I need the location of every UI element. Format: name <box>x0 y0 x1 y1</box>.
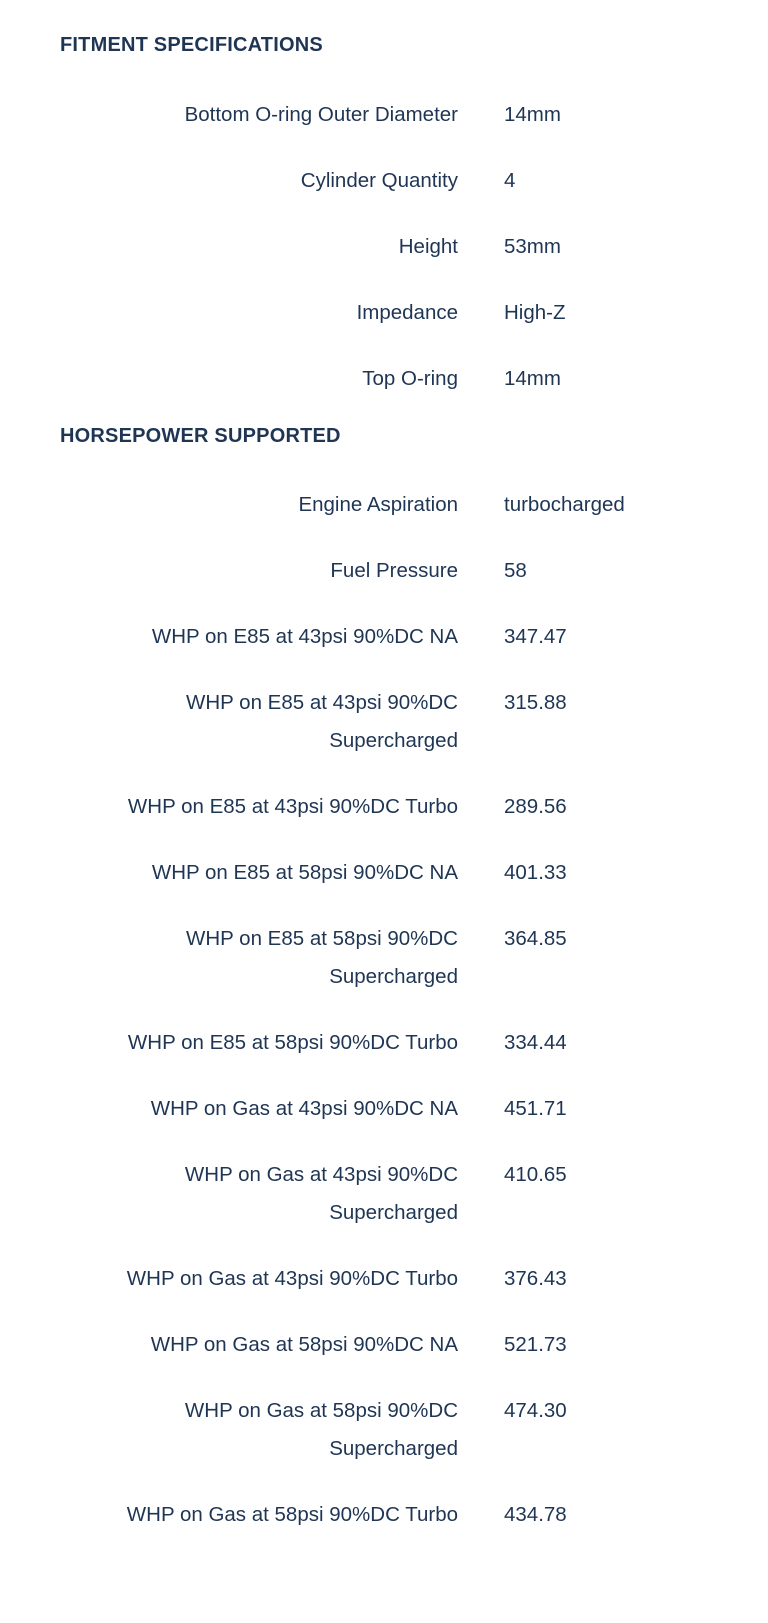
spec-label: WHP on E85 at 58psi 90%DC NA <box>151 861 458 884</box>
spec-label: Engine Aspiration <box>298 493 458 516</box>
spec-label: Bottom O-ring Outer Diameter <box>184 103 458 126</box>
spec-row <box>0 96 768 134</box>
spec-value: 474.30 <box>504 1399 567 1422</box>
spec-value: 401.33 <box>504 861 567 884</box>
spec-row <box>0 162 768 200</box>
spec-label: WHP on Gas at 58psi 90%DC Supercharged <box>184 1399 458 1460</box>
spec-label: WHP on E85 at 43psi 90%DC Turbo <box>127 795 458 818</box>
spec-label: Top O-ring <box>362 367 458 390</box>
fitment-specifications-heading: FITMENT SPECIFICATIONS <box>60 34 323 56</box>
spec-label: Height <box>398 235 458 258</box>
spec-row <box>0 486 768 524</box>
spec-label: Cylinder Quantity <box>300 169 458 192</box>
spec-row <box>0 618 768 656</box>
spec-label: WHP on E85 at 43psi 90%DC Supercharged <box>186 691 458 752</box>
spec-row <box>0 854 768 892</box>
spec-row <box>0 294 768 332</box>
spec-row <box>0 228 768 266</box>
spec-row <box>0 1260 768 1298</box>
spec-row <box>0 360 768 398</box>
spec-value: 53mm <box>504 235 561 258</box>
spec-value: 434.78 <box>504 1503 567 1526</box>
spec-value: 347.47 <box>504 625 567 648</box>
spec-value: 376.43 <box>504 1267 567 1290</box>
spec-value: 521.73 <box>504 1333 567 1356</box>
spec-label: WHP on Gas at 43psi 90%DC Supercharged <box>184 1163 458 1224</box>
spec-row <box>0 1392 768 1468</box>
spec-label: WHP on Gas at 43psi 90%DC NA <box>150 1097 458 1120</box>
spec-value: 334.44 <box>504 1031 567 1054</box>
spec-row <box>0 552 768 590</box>
spec-row <box>0 1024 768 1062</box>
spec-row <box>0 684 768 760</box>
spec-label: Fuel Pressure <box>330 559 458 582</box>
fitment-specifications-section <box>0 0 768 398</box>
spec-value: 14mm <box>504 103 561 126</box>
spec-label: WHP on E85 at 58psi 90%DC Turbo <box>127 1031 458 1054</box>
spec-value: 410.65 <box>504 1163 567 1186</box>
spec-row <box>0 1496 768 1534</box>
spec-label: WHP on Gas at 58psi 90%DC NA <box>150 1333 458 1356</box>
spec-row <box>0 1090 768 1128</box>
spec-value: turbocharged <box>504 493 625 516</box>
spec-label: WHP on E85 at 58psi 90%DC Supercharged <box>186 927 458 988</box>
spec-value: 289.56 <box>504 795 567 818</box>
spec-value: 364.85 <box>504 927 567 950</box>
spec-row <box>0 788 768 826</box>
horsepower-supported-section <box>0 422 768 1534</box>
spec-label: WHP on E85 at 43psi 90%DC NA <box>151 625 458 648</box>
spec-row <box>0 920 768 996</box>
spec-value: 451.71 <box>504 1097 567 1120</box>
horsepower-spec-list <box>0 486 768 1534</box>
spec-label: Impedance <box>356 301 458 324</box>
spec-row <box>0 1156 768 1232</box>
spec-value: 58 <box>504 559 527 582</box>
spec-value: 4 <box>504 169 516 192</box>
horsepower-supported-heading: HORSEPOWER SUPPORTED <box>60 425 341 447</box>
spec-value: 14mm <box>504 367 561 390</box>
fitment-spec-list <box>0 96 768 398</box>
spec-row <box>0 1326 768 1364</box>
spec-value: 315.88 <box>504 691 567 714</box>
spec-value: High-Z <box>504 301 566 324</box>
spec-label: WHP on Gas at 58psi 90%DC Turbo <box>126 1503 458 1526</box>
spec-label: WHP on Gas at 43psi 90%DC Turbo <box>126 1267 458 1290</box>
